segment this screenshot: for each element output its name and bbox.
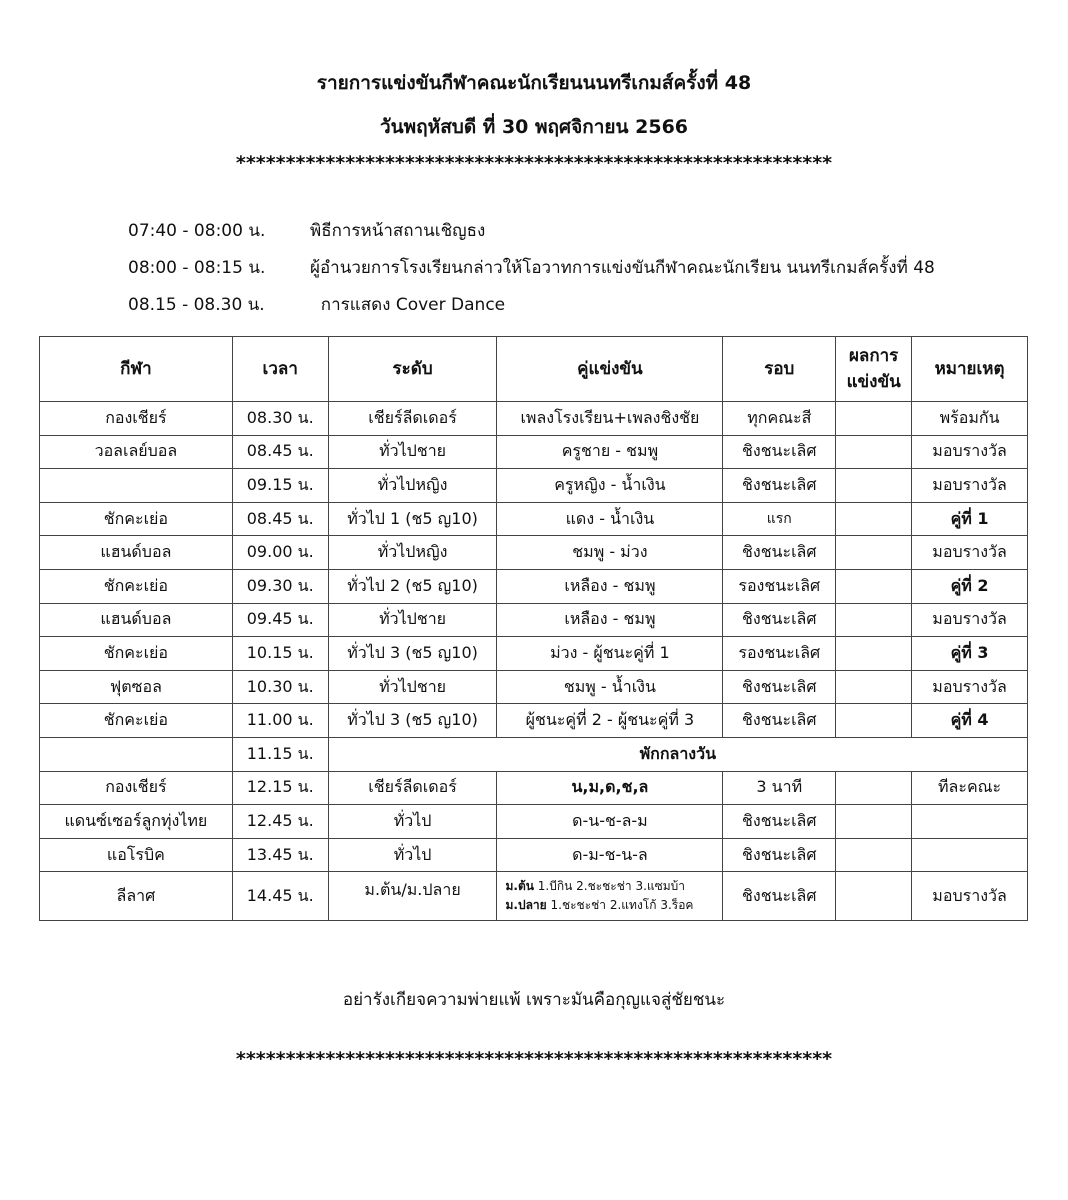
document-date: วันพฤหัสบดี ที่ 30 พฤศจิกายน 2566 [379,116,689,138]
cell-round: ชิงชนะเลิศ [723,704,836,738]
cell-round: แรก [723,502,836,536]
cell-sport: ชักคะเย่อ [40,704,233,738]
cell-result [836,435,912,469]
cell-time: 10.15 น. [232,637,328,671]
cell-match: เพลงโรงเรียน+เพลงชิงชัย [497,402,723,436]
cell-level: ทั่วไป [328,805,497,839]
cell-level: ทั่วไปชาย [328,435,497,469]
cell-match: เหลือง - ชมพู [497,603,723,637]
cell-sport: ชักคะเย่อ [40,569,233,603]
cell-round: ชิงชนะเลิศ [723,670,836,704]
cell-level: ทั่วไป 3 (ช5 ญ10) [328,704,497,738]
cell-result [836,670,912,704]
cell-sport: แฮนด์บอล [40,603,233,637]
cell-level: เชียร์ลีดเดอร์ [328,402,497,436]
table-row [40,402,1028,436]
cell-sport: กองเชียร์ [40,402,233,436]
match-line-junior [505,877,720,896]
header-note: หมายเหตุ [912,337,1028,402]
cell-time: 09.45 น. [232,603,328,637]
cell-match: ชมพู - น้ำเงิน [497,670,723,704]
table-row [40,838,1028,872]
cell-result [836,805,912,839]
cell-sport: แดนซ์เซอร์ลูกทุ่งไทย [40,805,233,839]
cell-sport: ชักคะเย่อ [40,502,233,536]
cell-round: ทุกคณะสี [723,402,836,436]
schedule-item [128,254,935,281]
cell-note: มอบรางวัล [912,435,1028,469]
cell-level: ม.ต้น/ม.ปลาย [328,872,497,921]
cell-round: รองชนะเลิศ [723,569,836,603]
cell-note: คู่ที่ 1 [912,502,1028,536]
header-round: รอบ [723,337,836,402]
cell-note: คู่ที่ 4 [912,704,1028,738]
cell-level: เชียร์ลีดเดอร์ [328,771,497,805]
cell-result [836,637,912,671]
cell-level: ทั่วไป [328,838,497,872]
schedule-item [128,217,485,244]
cell-note [912,838,1028,872]
cell-note: มอบรางวัล [912,469,1028,503]
cell-match: ด-ม-ช-น-ล [497,838,723,872]
top-divider: ************************************************************ [235,152,833,174]
cell-sport: กองเชียร์ [40,771,233,805]
cell-round: รองชนะเลิศ [723,637,836,671]
cell-time: 14.45 น. [232,872,328,921]
cell-note: มอบรางวัล [912,670,1028,704]
table-header-row [40,337,1028,402]
cell-time: 08.45 น. [232,435,328,469]
cell-time: 10.30 น. [232,670,328,704]
cell-match: แดง - น้ำเงิน [497,502,723,536]
competition-table [39,336,1028,921]
cell-result [836,536,912,570]
cell-sport: แฮนด์บอล [40,536,233,570]
cell-sport: ชักคะเย่อ [40,637,233,671]
cell-time: 13.45 น. [232,838,328,872]
table-row [40,872,1028,921]
header-level: ระดับ [328,337,497,402]
cell-time: 09.00 น. [232,536,328,570]
table-row [40,670,1028,704]
cell-time: 08.30 น. [232,402,328,436]
schedule-text: การแสดง Cover Dance [310,295,506,315]
cell-result [836,872,912,921]
cell-time: 09.15 น. [232,469,328,503]
table-row [40,805,1028,839]
cell-time: 12.45 น. [232,805,328,839]
cell-note [912,805,1028,839]
cell-note: ทีละคณะ [912,771,1028,805]
table-row [40,771,1028,805]
schedule-time: 07:40 - 08:00 น. [128,221,266,241]
cell-sport [40,737,233,771]
cell-result [836,469,912,503]
table-row [40,536,1028,570]
header-result: ผลการแข่งขัน [836,337,912,402]
cell-sport: วอลเลย์บอล [40,435,233,469]
cell-match: ครูชาย - ชมพู [497,435,723,469]
cell-match: ม่วง - ผู้ชนะคู่ที่ 1 [497,637,723,671]
cell-level: ทั่วไปหญิง [328,469,497,503]
table-row [40,637,1028,671]
cell-round: ชิงชนะเลิศ [723,469,836,503]
cell-level: ทั่วไปชาย [328,603,497,637]
table-row [40,435,1028,469]
header-sport: กีฬา [40,337,233,402]
schedule-time: 08:00 - 08:15 น. [128,258,266,278]
cell-level: ทั่วไปชาย [328,670,497,704]
cell-time: 11.15 น. [232,737,328,771]
match-text: 1.บีกิน 2.ชะชะช่า 3.แซมบ้า [533,879,686,894]
header-time: เวลา [232,337,328,402]
cell-note: มอบรางวัล [912,536,1028,570]
cell-level: ทั่วไปหญิง [328,536,497,570]
cell-sport: ลีลาศ [40,872,233,921]
cell-result [836,838,912,872]
lunch-break-label: พักกลางวัน [328,737,1027,771]
cell-time: 12.15 น. [232,771,328,805]
cell-round: ชิงชนะเลิศ [723,838,836,872]
cell-result [836,402,912,436]
cell-note: คู่ที่ 3 [912,637,1028,671]
match-label: ม.ต้น [505,879,534,894]
cell-sport: ฟุตซอล [40,670,233,704]
match-line-senior [505,896,720,915]
cell-result [836,704,912,738]
cell-match: น,ม,ด,ช,ล [497,771,723,805]
cell-level: ทั่วไป 1 (ช5 ญ10) [328,502,497,536]
cell-note: มอบรางวัล [912,603,1028,637]
cell-match: ผู้ชนะคู่ที่ 2 - ผู้ชนะคู่ที่ 3 [497,704,723,738]
document-title: รายการแข่งขันกีฬาคณะนักเรียนนนทรีเกมส์ครั้งที่ 48 [316,72,752,94]
table-row [40,502,1028,536]
cell-result [836,569,912,603]
cell-round: ชิงชนะเลิศ [723,603,836,637]
slogan: อย่ารังเกียจความพ่ายแพ้ เพราะมันคือกุญแจสู่ชัยชนะ [342,990,726,1010]
cell-note: มอบรางวัล [912,872,1028,921]
cell-match: ชมพู - ม่วง [497,536,723,570]
schedule-time: 08.15 - 08.30 น. [128,295,265,315]
cell-round: ชิงชนะเลิศ [723,435,836,469]
cell-level: ทั่วไป 2 (ช5 ญ10) [328,569,497,603]
schedule-text: พิธีการหน้าสถานเชิญธง [310,221,486,241]
cell-time: 09.30 น. [232,569,328,603]
cell-time: 08.45 น. [232,502,328,536]
table-row [40,704,1028,738]
cell-match: เหลือง - ชมพู [497,569,723,603]
schedule-item [128,291,505,318]
cell-round: ชิงชนะเลิศ [723,872,836,921]
cell-round: 3 นาที [723,771,836,805]
table-row-lunch [40,737,1028,771]
cell-result [836,603,912,637]
cell-match: ด-น-ช-ล-ม [497,805,723,839]
table-row [40,603,1028,637]
cell-round: ชิงชนะเลิศ [723,536,836,570]
cell-note: พร้อมกัน [912,402,1028,436]
cell-sport [40,469,233,503]
cell-level: ทั่วไป 3 (ช5 ญ10) [328,637,497,671]
cell-note: คู่ที่ 2 [912,569,1028,603]
cell-time: 11.00 น. [232,704,328,738]
cell-round: ชิงชนะเลิศ [723,805,836,839]
cell-sport: แอโรบิค [40,838,233,872]
cell-match: ครูหญิง - น้ำเงิน [497,469,723,503]
match-text: 1.ชะชะช่า 2.แทงโก้ 3.ร็อค [546,898,694,913]
header-match: คู่แข่งขัน [497,337,723,402]
table-row [40,569,1028,603]
cell-match [497,872,723,921]
schedule-text: ผู้อำนวยการโรงเรียนกล่าวให้โอวาทการแข่งขันกีฬาคณะนักเรียน นนทรีเกมส์ครั้งที่ 48 [310,258,935,278]
bottom-divider: ************************************************************ [235,1048,833,1070]
table-row [40,469,1028,503]
match-label: ม.ปลาย [505,898,547,913]
cell-result [836,771,912,805]
cell-result [836,502,912,536]
